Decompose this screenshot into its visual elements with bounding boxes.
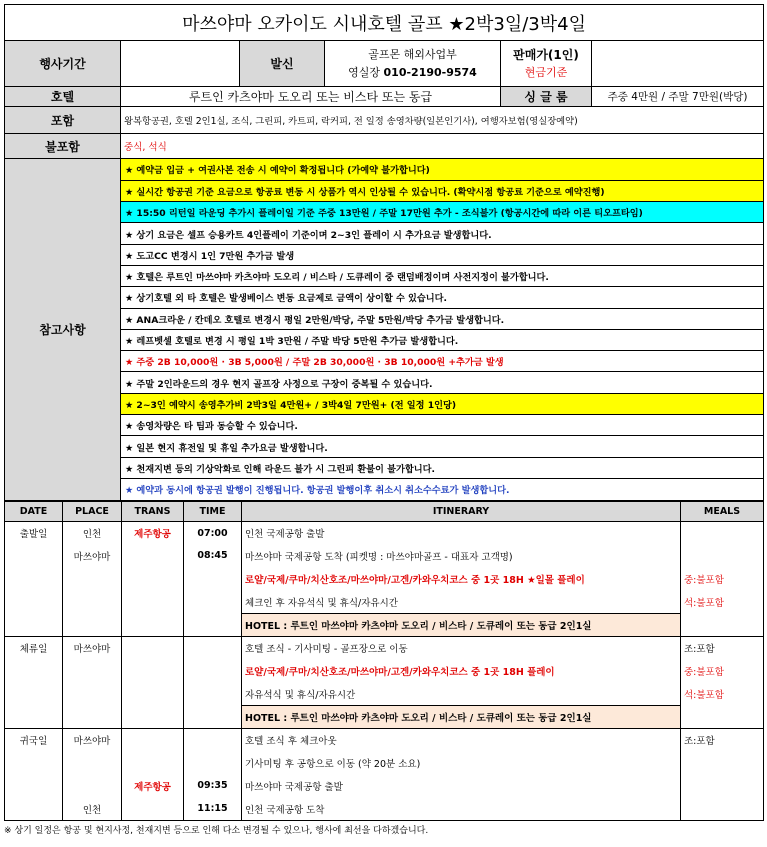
meal-cell: [681, 774, 764, 797]
meal-cell: [681, 705, 764, 728]
included-label: 포함: [5, 107, 121, 134]
itinerary-row: [5, 590, 764, 613]
time-cell: [184, 613, 242, 636]
trans-cell: [122, 659, 184, 682]
note-row: [121, 265, 763, 286]
trans-cell: [122, 705, 184, 728]
note-row: [121, 436, 763, 457]
single-room-value: 주중 4만원 / 주말 7만원(박당): [592, 87, 764, 107]
itinerary-header-row: [5, 501, 764, 521]
time-cell: [184, 682, 242, 705]
note-text: ★ 레프벳셀 호텔로 변경 시 평일 1박 3만원 / 주말 박당 5만원 추가금 발생합니다.: [121, 329, 763, 350]
meal-cell: 석:불포함: [681, 682, 764, 705]
itinerary-row: [5, 567, 764, 590]
sender-phone: 010-2190-9574: [383, 65, 477, 79]
itinerary-row: [5, 521, 764, 544]
notes-label: 참고사항: [5, 159, 121, 501]
time-cell: [184, 636, 242, 659]
price-label: 판매가(1인): [513, 47, 579, 62]
note-text: ★ 15:50 리턴일 라운딩 추가시 플레이일 기준 주중 13만원 / 주말 17만원 추가 - 조식불가 (항공시간에 따라 이른 티오프타임): [121, 202, 763, 223]
note-row: [121, 415, 763, 436]
column-header: ITINERARY: [242, 501, 681, 521]
date-cell: [5, 705, 63, 728]
column-header: TRANS: [122, 501, 184, 521]
itinerary-table: [4, 501, 764, 821]
itinerary-row: [5, 797, 764, 820]
sender-name: 골프몬 해외사업부: [368, 47, 457, 61]
itinerary-text: 기사미팅 후 공항으로 이동 (약 20분 소요): [242, 751, 681, 774]
period-label: 행사기간: [5, 41, 121, 87]
date-cell: [5, 613, 63, 636]
itinerary-text: 체크인 후 자유석식 및 휴식/자유시간: [242, 590, 681, 613]
itinerary-row: [5, 659, 764, 682]
note-text: ★ 일본 현지 휴전일 및 휴일 추가요금 발생합니다.: [121, 436, 763, 457]
note-row: [121, 202, 763, 223]
trans-cell: [122, 544, 184, 567]
itinerary-text: 마쓰야마 국제공항 도착 (피켓명 : 마쓰야마골프 - 대표자 고객명): [242, 544, 681, 567]
notes-cell: [121, 159, 764, 501]
time-cell: 11:15: [184, 797, 242, 820]
place-cell: [63, 751, 122, 774]
column-header: MEALS: [681, 501, 764, 521]
price-label-cell: [501, 41, 592, 87]
itinerary-text: 인천 국제공항 도착: [242, 797, 681, 820]
info-table: [4, 4, 764, 501]
note-text: ★ 주중 2B 10,000원 · 3B 5,000원 / 주말 2B 30,000원 · 3B 10,000원 +추가금 발생: [121, 351, 763, 372]
meal-cell: [681, 521, 764, 544]
itinerary-row: [5, 544, 764, 567]
note-text: ★ 주말 2인라운드의 경우 현지 골프장 사정으로 구장이 중복될 수 있습니다.: [121, 372, 763, 393]
time-cell: [184, 567, 242, 590]
itinerary-row: [5, 613, 764, 636]
meal-cell: [681, 613, 764, 636]
sender-cell: [325, 41, 501, 87]
trans-cell: [122, 682, 184, 705]
note-text: ★ 실시간 항공권 기준 요금으로 항공료 변동 시 상품가 역시 인상될 수 있습니다. (확약시점 항공료 기준으로 예약진행): [121, 180, 763, 201]
date-cell: [5, 544, 63, 567]
note-row: [121, 329, 763, 350]
time-cell: 07:00: [184, 521, 242, 544]
itinerary-text: 인천 국제공항 출발: [242, 521, 681, 544]
meal-cell: [681, 797, 764, 820]
note-text: ★ 상기 요금은 셀프 승용카트 4인플레이 기준이며 2~3인 플레이 시 추가요금 발생합니다.: [121, 223, 763, 244]
column-header: DATE: [5, 501, 63, 521]
place-cell: [63, 659, 122, 682]
itinerary-text: 호텔 조식 후 체크아웃: [242, 728, 681, 751]
date-cell: 체류일: [5, 636, 63, 659]
excluded-label: 불포함: [5, 134, 121, 159]
itinerary-row: [5, 705, 764, 728]
date-cell: 출발일: [5, 521, 63, 544]
note-text: ★ ANA크라운 / 칸데오 호텔로 변경시 평일 2만원/박당, 주말 5만원/박당 추가금 발생합니다.: [121, 308, 763, 329]
time-cell: [184, 728, 242, 751]
hotel-label: 호텔: [5, 87, 121, 107]
note-row: [121, 393, 763, 414]
itinerary-text: HOTEL : 루트인 마쓰야마 카츠야마 도오리 / 비스타 / 도큐레이 또는 동급 2인1실: [242, 705, 681, 728]
trans-cell: 제주항공: [122, 774, 184, 797]
sender-contact: [325, 64, 500, 82]
date-cell: [5, 797, 63, 820]
place-cell: [63, 682, 122, 705]
note-row: [121, 180, 763, 201]
note-row: [121, 287, 763, 308]
period-value: [121, 41, 240, 87]
note-text: ★ 도고CC 변경시 1인 7만원 추가금 발생: [121, 244, 763, 265]
time-cell: 09:35: [184, 774, 242, 797]
trans-cell: 제주항공: [122, 521, 184, 544]
time-cell: 08:45: [184, 544, 242, 567]
date-cell: [5, 774, 63, 797]
meal-cell: 조:포함: [681, 636, 764, 659]
time-cell: [184, 659, 242, 682]
trans-cell: [122, 728, 184, 751]
date-cell: 귀국일: [5, 728, 63, 751]
note-row: [121, 372, 763, 393]
price-note: 현금기준: [524, 65, 568, 79]
time-cell: [184, 751, 242, 774]
place-cell: 마쓰야마: [63, 728, 122, 751]
itinerary-row: [5, 728, 764, 751]
footer-note: ※ 상기 일정은 항공 및 현지사정, 천재지변 등으로 인해 다소 변경될 수 있으나, 행사에 최선을 다하겠습니다.: [4, 825, 429, 836]
trans-cell: [122, 751, 184, 774]
trans-cell: [122, 636, 184, 659]
place-cell: [63, 705, 122, 728]
itinerary-row: [5, 774, 764, 797]
price-value: [592, 41, 764, 87]
note-text: ★ 호텔은 루트인 마쓰야마 카츠야마 도오리 / 비스타 / 도큐레이 중 랜덤배정이며 사전지정이 불가합니다.: [121, 265, 763, 286]
time-cell: [184, 705, 242, 728]
itinerary-text: 마쓰야마 국제공항 출발: [242, 774, 681, 797]
trans-cell: [122, 567, 184, 590]
place-cell: 마쓰야마: [63, 636, 122, 659]
note-text: ★ 예약과 동시에 항공권 발행이 진행됩니다. 항공권 발행이후 취소시 취소수수료가 발생합니다.: [121, 478, 763, 499]
itinerary-text: 로얄/국제/쿠마/치산호조/마쓰야마/고겐/카와우치코스 중 1곳 18H ★일몰 플레이: [242, 567, 681, 590]
note-row: [121, 159, 763, 180]
date-cell: [5, 590, 63, 613]
meal-cell: [681, 751, 764, 774]
itinerary-row: [5, 636, 764, 659]
notes-list: [121, 159, 763, 500]
date-cell: [5, 751, 63, 774]
place-cell: [63, 590, 122, 613]
trans-cell: [122, 590, 184, 613]
column-header: PLACE: [63, 501, 122, 521]
place-cell: 인천: [63, 521, 122, 544]
place-cell: [63, 613, 122, 636]
included-value: 왕복항공권, 호텔 2인1실, 조식, 그린피, 카트피, 락커피, 전 일정 송영차량(일본인기사), 여행자보험(영실장예약): [121, 107, 764, 134]
page-title: 마쓰야마 오카이도 시내호텔 골프 ★2박3일/3박4일: [5, 5, 764, 41]
meal-cell: 석:불포함: [681, 590, 764, 613]
note-row: [121, 308, 763, 329]
place-cell: 마쓰야마: [63, 544, 122, 567]
excluded-value: 중식, 석식: [121, 134, 764, 159]
column-header: TIME: [184, 501, 242, 521]
note-text: ★ 상기호텔 외 타 호텔은 발생베이스 변동 요금제로 금액이 상이할 수 있습니다.: [121, 287, 763, 308]
meal-cell: 중:불포함: [681, 659, 764, 682]
note-row: [121, 223, 763, 244]
time-cell: [184, 590, 242, 613]
meal-cell: 조:포함: [681, 728, 764, 751]
itinerary-text: HOTEL : 루트인 마쓰야마 카츠야마 도오리 / 비스타 / 도큐레이 또는 동급 2인1실: [242, 613, 681, 636]
note-row: [121, 244, 763, 265]
itinerary-body: [5, 521, 764, 820]
note-text: ★ 송영차량은 타 팀과 동승할 수 있습니다.: [121, 415, 763, 436]
single-room-label: 싱 글 룸: [501, 87, 592, 107]
note-row: [121, 457, 763, 478]
itinerary-document: [4, 4, 763, 836]
note-row: [121, 478, 763, 499]
note-row: [121, 351, 763, 372]
date-cell: [5, 567, 63, 590]
itinerary-text: 로얄/국제/쿠마/치산호조/마쓰야마/고겐/카와우치코스 중 1곳 18H 플레이: [242, 659, 681, 682]
trans-cell: [122, 613, 184, 636]
departure-label: 발신: [240, 41, 325, 87]
sender-manager: 영실장: [348, 65, 384, 79]
note-text: ★ 예약금 입금 + 여권사본 전송 시 예약이 확정됩니다 (가예약 불가합니다): [121, 159, 763, 180]
note-text: ★ 2~3인 예약시 송영추가비 2박3일 4만원+ / 3박4일 7만원+ (전 일정 1인당): [121, 393, 763, 414]
meal-cell: 중:불포함: [681, 567, 764, 590]
trans-cell: [122, 797, 184, 820]
hotel-value: 루트인 카츠야마 도오리 또는 비스타 또는 동급: [121, 87, 501, 107]
place-cell: [63, 774, 122, 797]
meal-cell: [681, 544, 764, 567]
itinerary-row: [5, 682, 764, 705]
note-text: ★ 천재지변 등의 기상악화로 인해 라운드 불가 시 그린피 환불이 불가합니다.: [121, 457, 763, 478]
place-cell: [63, 567, 122, 590]
date-cell: [5, 659, 63, 682]
itinerary-text: 자유석식 및 휴식/자유시간: [242, 682, 681, 705]
itinerary-row: [5, 751, 764, 774]
date-cell: [5, 682, 63, 705]
itinerary-text: 호텔 조식 - 기사미팅 - 골프장으로 이동: [242, 636, 681, 659]
place-cell: 인천: [63, 797, 122, 820]
